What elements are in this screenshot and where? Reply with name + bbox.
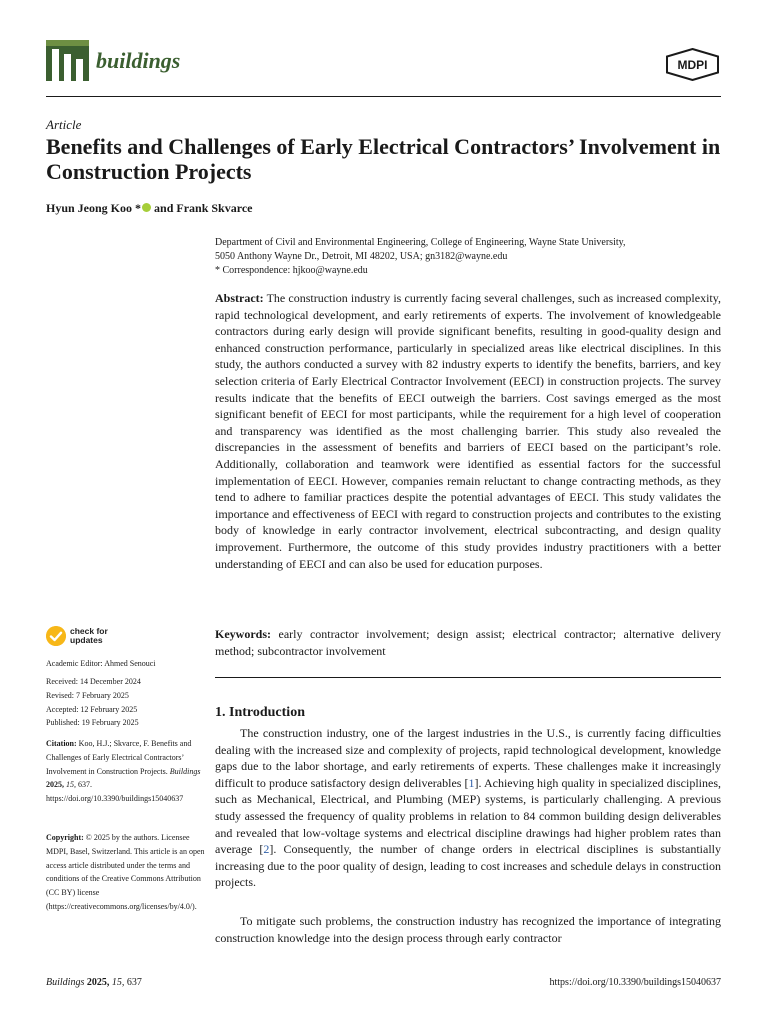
author-name-first: Hyun Jeong Koo * [46, 201, 142, 215]
section-heading: 1. Introduction [215, 705, 305, 720]
orcid-icon[interactable] [142, 203, 151, 212]
citation-doi-link[interactable]: 637. https://doi.org/10.3390/buildings15040637 [46, 780, 184, 804]
abstract [215, 290, 721, 572]
citation-label: Citation: [46, 739, 77, 748]
check-updates-label [70, 627, 108, 645]
article-title: Benefits and Challenges of Early Electrical Contractors’ Involvement in Construction Projects [46, 134, 721, 184]
journal-logo-icon [46, 40, 89, 81]
footer-citation [46, 977, 142, 988]
intro-paragraph-2: To mitigate such problems, the construction industry has recognized the importance of integrating construction knowledge into the design process through early contractor [215, 914, 721, 945]
publication-dates [46, 675, 206, 730]
copyright-text: © 2025 by the authors. Licensee MDPI, Basel, Switzerland. This article is an open access article distributed under the terms and conditions of the Creative Commons Attribution (CC BY) license (https://creativecommons.org/licenses/by/4.0/). [46, 833, 205, 911]
intro-paragraph-1 [215, 725, 721, 891]
abstract-text: The construction industry is currently facing several challenges, such as increased complexity, rapid technological development, and early retirements of experts. The involvement of knowledgeable contractors during early design will provide significant benefits, resulting in good-quality design and enhanced construction performance, particularly in specialized areas like electrical disciplines. In this study, the authors conducted a survey with 82 industry experts to identify the benefits, barriers, and key selection criteria of Early Electrical Contractor Involvement (EECI) in construction projects. The survey results indicate that the benefits of EECI outweigh the barriers. Cost savings emerged as the most significant benefit of EECI for most participants, while the requirement for a high level of cooperation and transparency was identified as the most challenging barrier. This study also revealed the discrepancies in the assessment of benefits and barriers of EECI based on the participant’s role. Additionally, collaboration and teamwork were identified as essential factors for the successful implementation of EECI. However, companies remain reluctant to change contracting methods, as they tend to adhere to familiar practices despite the potential advantages of EECI. This study validates the importance and effectiveness of EECI with regard to construction projects and contributes to the existing body of knowledge in early contractor involvement, electrical subcontracting, and design quality improvement. Furthermore, the outcome of this study provides industry practitioners with a better understanding of EECI and can also be used for education purposes. [215, 291, 721, 571]
footer-article-number: 637 [126, 977, 142, 988]
copyright-block [46, 831, 206, 914]
mdpi-logo-icon [664, 48, 721, 81]
citation-year: 2025, [46, 780, 64, 790]
intro-text-c: ]. Consequently, the number of change orders in electrical disciplines is substantially increasing due to the poor quality of design, leading to cost increases and schedule delays in construction projects. [215, 842, 722, 890]
affiliation-line-2: 5050 Anthony Wayne Dr., Detroit, MI 48202, USA; gn3182@wayne.edu [215, 251, 508, 262]
reference-link-1[interactable]: 1 [468, 775, 475, 790]
author-name-rest: and Frank Skvarce [154, 201, 253, 215]
revised-date: Revised: 7 February 2025 [46, 690, 129, 700]
keywords-text: early contractor involvement; design assist; electrical contractor; alternative delivery method; subcontractor involvement [215, 627, 721, 658]
abstract-label: Abstract: [215, 291, 264, 305]
reference-link-2[interactable]: 2 [263, 842, 270, 857]
keywords-divider [215, 677, 721, 678]
citation-journal: Buildings [169, 766, 201, 776]
footer-year: 2025, [86, 977, 110, 988]
affiliation-line-1: Department of Civil and Environmental Engineering, College of Engineering, Wayne State University, [215, 237, 626, 248]
footer-doi-link[interactable]: https://doi.org/10.3390/buildings15040637 [549, 977, 721, 988]
check-updates-line-1: check for [70, 626, 108, 636]
check-updates-line-2: updates [70, 635, 103, 645]
footer-volume: 15, [111, 977, 125, 988]
academic-editor: Academic Editor: Ahmed Senouci [46, 659, 156, 668]
received-date: Received: 14 December 2024 [46, 677, 141, 686]
keywords [215, 626, 721, 659]
header-divider [46, 96, 721, 97]
author-list [46, 201, 252, 216]
citation-volume: 15, [66, 780, 76, 790]
check-for-updates-button[interactable] [46, 626, 126, 648]
article-type: Article [46, 117, 82, 132]
citation-text: Koo, H.J.; Skvarce, F. Benefits and Challenges of Early Electrical Contractors’ Involvement in Construction Projects. [46, 739, 192, 776]
keywords-label: Keywords: [215, 627, 271, 641]
citation-block [46, 737, 206, 806]
published-date: Published: 19 February 2025 [46, 718, 139, 728]
copyright-label: Copyright: [46, 833, 84, 842]
journal-name: buildings [96, 48, 181, 73]
intro-text-b: ]. Achieving high quality in specialized disciplines, such as Mechanical, Electrical, and Plumbing (MEP) systems, is particularly challenging. A previous study assessed the frequency of quality problems in relation to 84 common building design deliverables and revealed that low-voltage systems and electrical discipline drawings had higher problem rates than average [ [215, 775, 722, 857]
publisher-name: MDPI [677, 58, 708, 72]
correspondence: * Correspondence: hjkoo@wayne.edu [215, 265, 368, 276]
affiliation [215, 236, 721, 278]
check-updates-icon [46, 626, 66, 646]
intro-text-a: The construction industry, one of the largest industries in the U.S., is currently facing difficulties dealing with the increased size and complexity of projects, rapid technological development, knowledge gaps due to the labor shortage, and early retirements of experts. These challenges make it increasingly difficult to produce satisfactory design deliverables [ [215, 726, 721, 790]
accepted-date: Accepted: 12 February 2025 [46, 704, 138, 714]
footer-journal: Buildings [46, 977, 85, 988]
